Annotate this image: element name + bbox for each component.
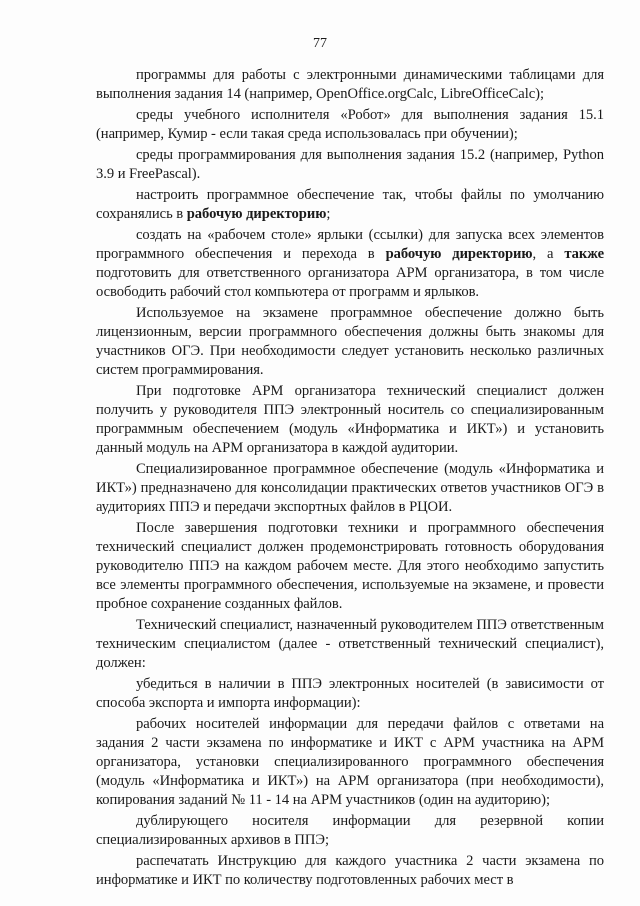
paragraph (96, 186, 604, 224)
text-run: распечатать Инструкцию для каждого участника 2 части экзамена по информатике и ИКТ по количеству подготовленных рабочих мест в (96, 853, 604, 888)
page-number: 77 (313, 36, 327, 51)
text-run: ; (326, 206, 331, 222)
text-run: При подготовке АРМ организатора технический специалист должен получить у руководителя ППЭ электронный носитель со специализированным программным обеспечением (модуль «Информатика и ИКТ») и установить данный модуль на АРМ организатора в каждой аудитории. (96, 383, 604, 456)
paragraph (96, 715, 604, 810)
text-run: среды учебного исполнителя «Робот» для выполнения задания 15.1 (например, Кумир - если такая среда использовалась при обучении); (96, 107, 604, 142)
bold-text-run: рабочую директорию (186, 206, 327, 222)
text-run: среды программирования для выполнения задания 15.2 (например, Python 3.9 и FreePascal). (96, 147, 604, 182)
text-run: настроить программное обеспечение так, чтобы файлы по умолчанию сохранялись в (96, 187, 604, 222)
text-run: рабочих носителей информации для передачи файлов с ответами на задания 2 части экзамена по информатике и ИКТ с АРМ участника на АРМ организатора, установки специализированного программного обеспечения (модуль «Информатика и ИКТ») на АРМ организатора (при необходимости), копирования заданий № 11 - 14 на АРМ участников (один на аудиторию); (96, 716, 604, 808)
paragraph (96, 146, 604, 184)
text-run: дублирующего носителя информации для резервной копии специализированных архивов в ППЭ; (96, 813, 604, 848)
paragraph (96, 66, 604, 104)
bold-text-run: рабочую директорию (385, 246, 533, 262)
bold-text-run: также (564, 246, 604, 262)
paragraph (96, 519, 604, 614)
paragraph (96, 106, 604, 144)
text-run: , а (532, 246, 565, 262)
text-run: Используемое на экзамене программное обеспечение должно быть лицензионным, версии программного обеспечения должны быть знакомы для участников ОГЭ. При необходимости следует установить несколько различных систем программирования. (96, 305, 604, 378)
text-run: Технический специалист, назначенный руководителем ППЭ ответственным техническим специалистом (далее - ответственный технический специалист), должен: (96, 617, 604, 671)
paragraph (96, 812, 604, 850)
text-run: подготовить для ответственного организатора АРМ организатора, в том числе освободить рабочий стол компьютера от программ и ярлыков. (96, 265, 604, 300)
paragraph (96, 460, 604, 517)
paragraph (96, 852, 604, 890)
text-run: Специализированное программное обеспечение (модуль «Информатика и ИКТ») предназначено для консолидации практических ответов участников ОГЭ в аудиториях ППЭ и передачи экспортных файлов в РЦОИ. (96, 461, 604, 515)
paragraph (96, 616, 604, 673)
text-run: После завершения подготовки техники и программного обеспечения технический специалист должен продемонстрировать готовность оборудования руководителю ППЭ на каждом рабочем месте. Для этого необходимо запустить все элементы программного обеспечения, используемые на экзамене, и провести пробное сохранение созданных файлов. (96, 520, 604, 612)
document-body (96, 66, 604, 890)
paragraph (96, 226, 604, 302)
paragraph (96, 304, 604, 380)
paragraph (96, 382, 604, 458)
paragraph (96, 675, 604, 713)
text-run: убедиться в наличии в ППЭ электронных носителей (в зависимости от способа экспорта и импорта информации): (96, 676, 604, 711)
text-run: создать на «рабочем столе» ярлыки (ссылки) для запуска всех элементов программного обеспечения и перехода в (96, 227, 604, 262)
text-run: программы для работы с электронными динамическими таблицами для выполнения задания 14 (например, OpenOffice.orgCalc, LibreOfficeCalc); (96, 67, 604, 102)
